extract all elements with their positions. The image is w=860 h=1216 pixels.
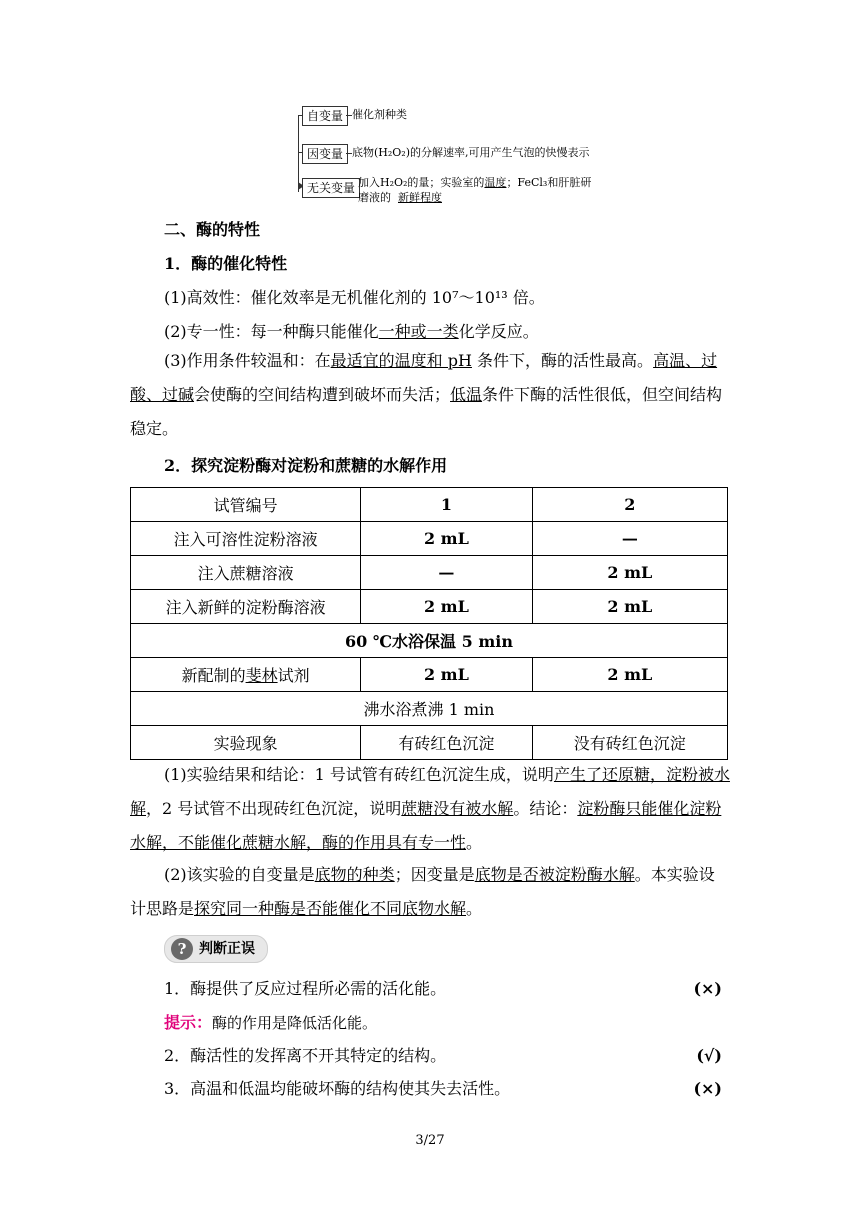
hint-label: 提示：: [164, 1013, 213, 1032]
badge-label: 判断正误: [199, 941, 255, 957]
judge-badge: [164, 935, 268, 963]
results-b4: 。: [466, 899, 483, 918]
subsection-title-2: 2．探究淀粉酶对淀粉和蔗糖的水解作用: [164, 456, 448, 475]
r6-a: 新配制的: [181, 666, 246, 685]
irrelevant-variable-text-line1: [358, 176, 591, 190]
results-u2: 蔗糖没有被水解: [401, 799, 514, 818]
table-cell: —: [532, 522, 727, 556]
table-cell: 没有砖红色沉淀: [532, 726, 727, 760]
table-row: [131, 692, 728, 726]
table-cell: 2 mL: [532, 590, 727, 624]
variable-diagram: [296, 104, 626, 206]
irrelevant-variable-label: 无关变量: [307, 181, 356, 195]
judge-question: 3．高温和低温均能破坏酶的结构使其失去活性。: [164, 1079, 511, 1098]
section-title: 二、酶的特性: [164, 220, 261, 239]
independent-variable-box: [302, 106, 348, 126]
table-cell-merged: 沸水浴煮沸 1 min: [131, 692, 728, 726]
question-icon: ?: [171, 938, 193, 960]
table-row: [131, 522, 728, 556]
dependent-variable-text: 底物(H₂O₂)的分解速率,可用产生气泡的快慢表示: [352, 146, 590, 159]
results-u3: 淀粉酶只能催化淀粉水解，不能催化蔗糖水解，酶的作用具有专一性: [130, 799, 722, 852]
judge-item-2: [164, 1045, 730, 1067]
dependent-variable-label: 因变量: [307, 147, 344, 161]
p2-b: 化学反应。: [458, 322, 539, 341]
judge-mark: (×): [693, 979, 722, 998]
table-row: [131, 658, 728, 692]
irrelevant-blank-2: 新鲜程度: [398, 191, 442, 204]
p2-underline: 一种或一类: [378, 322, 459, 341]
paragraph-efficiency: (1)高效性：催化效率是无机催化剂的 10⁷～10¹³ 倍。: [164, 288, 545, 307]
judge-mark: (√): [696, 1046, 722, 1065]
p3-underline-2: 高温、过酸、过碱: [130, 351, 718, 404]
table-cell: 2: [532, 488, 727, 522]
table-cell: 注入可溶性淀粉溶液: [131, 522, 361, 556]
hint: [164, 1012, 730, 1034]
table-cell: [131, 658, 361, 692]
table-row: [131, 556, 728, 590]
p3-c: 会使酶的空间结构遭到破坏而失活；: [194, 385, 451, 404]
paragraph-conditions: [130, 344, 730, 446]
results-a2: ，2 号试管不出现砖红色沉淀，说明: [146, 799, 402, 818]
results-b2: ；因变量是: [394, 865, 475, 884]
r6-underline: 斐林: [245, 666, 278, 685]
irrelevant-variable-text-line2: [358, 191, 449, 205]
irrelevant-blank-1: 温度: [484, 176, 507, 189]
results-b3: 。本实验设计思路是: [130, 865, 715, 918]
independent-variable-label: 自变量: [307, 109, 344, 123]
table-cell: 实验现象: [131, 726, 361, 760]
results-bu1: 底物的种类: [314, 865, 395, 884]
irrelevant-text-b: ；FeCl₃和肝脏研: [506, 176, 592, 189]
irrelevant-text-a: 加入H₂O₂的量；实验室的: [358, 176, 485, 189]
table-cell: 2 mL: [361, 590, 532, 624]
irrelevant-variable-box: [302, 178, 360, 198]
paragraph-results: [130, 758, 730, 860]
irrelevant-text-c: 磨液的: [358, 191, 391, 204]
results-a4: 。: [466, 833, 483, 852]
results-bu2: 底物是否被淀粉酶水解: [474, 865, 635, 884]
table-row: [131, 590, 728, 624]
table-cell: 2 mL: [361, 658, 532, 692]
judge-item-3: [164, 1078, 730, 1100]
connector-line: [298, 115, 299, 192]
p2-a: (2)专一性：每一种酶只能催化: [164, 322, 379, 341]
paragraph-specificity: [164, 321, 730, 343]
p3-a: (3)作用条件较温和：在: [164, 351, 331, 370]
table-cell-merged: 60 ℃水浴保温 5 min: [131, 624, 728, 658]
p3-underline-1: 最适宜的温度和 pH: [330, 351, 472, 370]
table-row: [131, 624, 728, 658]
table-cell: 2 mL: [532, 658, 727, 692]
table-cell: 注入新鲜的淀粉酶溶液: [131, 590, 361, 624]
table-cell: 1: [361, 488, 532, 522]
subsection-title-1: 1．酶的催化特性: [164, 254, 288, 273]
table-cell: 2 mL: [361, 522, 532, 556]
results-b1: (2)该实验的自变量是: [164, 865, 315, 884]
p3-b: 条件下，酶的活性最高。: [471, 351, 654, 370]
results-a3: 。结论：: [513, 799, 578, 818]
judge-mark: (×): [693, 1079, 722, 1098]
results-a1: (1)实验结果和结论：1 号试管有砖红色沉淀生成，说明: [164, 765, 554, 784]
p3-d: 条件下酶的活性很低，但空间结构稳定。: [130, 385, 723, 438]
experiment-table: [130, 487, 728, 760]
page-number: 3/27: [415, 1133, 445, 1148]
table-cell: 有砖红色沉淀: [361, 726, 532, 760]
hint-text: 酶的作用是降低活化能。: [212, 1014, 378, 1032]
judge-question: 2．酶活性的发挥离不开其特定的结构。: [164, 1046, 447, 1065]
table-cell: 2 mL: [532, 556, 727, 590]
results-u1: 产生了还原糖，淀粉被水解: [130, 765, 730, 818]
p3-underline-3: 低温: [450, 385, 483, 404]
r6-b: 试剂: [277, 666, 310, 685]
dependent-variable-box: [302, 144, 348, 164]
independent-variable-text: 催化剂种类: [352, 108, 407, 121]
results-bu3: 探究同一种酶是否能催化不同底物水解: [194, 899, 467, 918]
table-cell: —: [361, 556, 532, 590]
judge-item-1: [164, 978, 730, 1000]
table-cell: 注入蔗糖溶液: [131, 556, 361, 590]
table-row: [131, 488, 728, 522]
table-row: [131, 726, 728, 760]
paragraph-variables: [130, 858, 730, 926]
judge-question: 1．酶提供了反应过程所必需的活化能。: [164, 979, 447, 998]
table-cell: 试管编号: [131, 488, 361, 522]
